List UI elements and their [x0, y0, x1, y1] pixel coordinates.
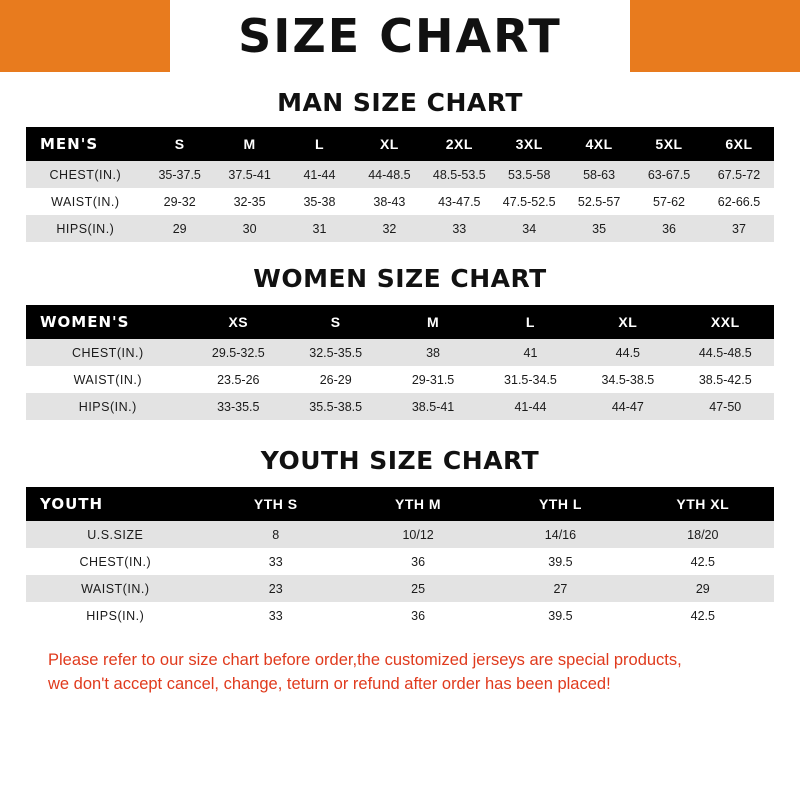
women-table-body — [26, 339, 774, 420]
cell: 35-38 — [285, 188, 355, 215]
youth-col-s: YTH S — [205, 487, 347, 521]
youth-ussize-label: U.S.SIZE — [26, 521, 205, 548]
table-row — [26, 575, 774, 602]
table-row — [26, 548, 774, 575]
cell: 33 — [424, 215, 494, 242]
men-col-m: M — [215, 127, 285, 161]
section-title-youth: YOUTH SIZE CHART — [260, 446, 540, 475]
cell: 42.5 — [632, 602, 774, 629]
women-col-m: M — [384, 305, 481, 339]
youth-chest-label: CHEST(IN.) — [26, 548, 205, 575]
women-col-s: S — [287, 305, 384, 339]
cell: 35 — [564, 215, 634, 242]
men-col-2xl: 2XL — [424, 127, 494, 161]
table-row — [26, 521, 774, 548]
cell: 41-44 — [285, 161, 355, 188]
header-title-plate — [170, 0, 630, 72]
women-chest-label: CHEST(IN.) — [26, 339, 190, 366]
table-row — [26, 602, 774, 629]
cell: 29.5-32.5 — [190, 339, 287, 366]
youth-waist-label: WAIST(IN.) — [26, 575, 205, 602]
cell: 47.5-52.5 — [494, 188, 564, 215]
men-col-l: L — [285, 127, 355, 161]
cell: 38.5-42.5 — [677, 366, 774, 393]
cell: 29 — [145, 215, 215, 242]
women-col-xl: XL — [579, 305, 676, 339]
cell: 52.5-57 — [564, 188, 634, 215]
table-header-row — [26, 487, 774, 521]
women-waist-label: WAIST(IN.) — [26, 366, 190, 393]
cell: 29-32 — [145, 188, 215, 215]
men-size-table — [26, 127, 774, 242]
women-col-xs: XS — [190, 305, 287, 339]
section-women — [26, 264, 774, 420]
policy-note-line-2: we don't accept cancel, change, teturn or refund after order has been placed! — [48, 674, 611, 693]
men-table-body — [26, 161, 774, 242]
men-col-5xl: 5XL — [634, 127, 704, 161]
header-banner — [0, 0, 800, 72]
cell: 8 — [205, 521, 347, 548]
cell: 44-48.5 — [354, 161, 424, 188]
cell: 67.5-72 — [704, 161, 774, 188]
table-row — [26, 215, 774, 242]
table-row — [26, 339, 774, 366]
cell: 41-44 — [482, 393, 579, 420]
youth-col-m: YTH M — [347, 487, 489, 521]
cell: 53.5-58 — [494, 161, 564, 188]
section-youth — [26, 446, 774, 629]
table-row — [26, 188, 774, 215]
cell: 44.5 — [579, 339, 676, 366]
cell: 44-47 — [579, 393, 676, 420]
cell: 23 — [205, 575, 347, 602]
women-row-header-label: WOMEN'S — [26, 305, 190, 339]
table-row — [26, 366, 774, 393]
cell: 29 — [632, 575, 774, 602]
men-chest-label: CHEST(IN.) — [26, 161, 145, 188]
cell: 41 — [482, 339, 579, 366]
cell: 38 — [384, 339, 481, 366]
cell: 33 — [205, 548, 347, 575]
cell: 34 — [494, 215, 564, 242]
cell: 31.5-34.5 — [482, 366, 579, 393]
cell: 32.5-35.5 — [287, 339, 384, 366]
cell: 27 — [489, 575, 631, 602]
youth-hips-label: HIPS(IN.) — [26, 602, 205, 629]
men-col-s: S — [145, 127, 215, 161]
cell: 39.5 — [489, 602, 631, 629]
men-row-header-label: MEN'S — [26, 127, 145, 161]
cell: 32 — [354, 215, 424, 242]
cell: 36 — [347, 602, 489, 629]
cell: 37 — [704, 215, 774, 242]
chart-content — [0, 88, 800, 697]
table-header-row — [26, 305, 774, 339]
cell: 26-29 — [287, 366, 384, 393]
cell: 33 — [205, 602, 347, 629]
men-col-3xl: 3XL — [494, 127, 564, 161]
men-hips-label: HIPS(IN.) — [26, 215, 145, 242]
policy-note — [26, 649, 774, 697]
cell: 38.5-41 — [384, 393, 481, 420]
cell: 43-47.5 — [424, 188, 494, 215]
youth-col-xl: YTH XL — [632, 487, 774, 521]
cell: 30 — [215, 215, 285, 242]
cell: 36 — [347, 548, 489, 575]
cell: 42.5 — [632, 548, 774, 575]
cell: 63-67.5 — [634, 161, 704, 188]
section-men — [26, 88, 774, 242]
cell: 47-50 — [677, 393, 774, 420]
men-col-6xl: 6XL — [704, 127, 774, 161]
cell: 58-63 — [564, 161, 634, 188]
cell: 48.5-53.5 — [424, 161, 494, 188]
youth-col-l: YTH L — [489, 487, 631, 521]
cell: 35-37.5 — [145, 161, 215, 188]
women-col-l: L — [482, 305, 579, 339]
youth-table-head — [26, 487, 774, 521]
cell: 44.5-48.5 — [677, 339, 774, 366]
cell: 33-35.5 — [190, 393, 287, 420]
men-table-head — [26, 127, 774, 161]
cell: 14/16 — [489, 521, 631, 548]
women-table-head — [26, 305, 774, 339]
cell: 23.5-26 — [190, 366, 287, 393]
section-title-men: MAN SIZE CHART — [277, 88, 523, 117]
page-title: SIZE CHART — [238, 9, 562, 63]
cell: 32-35 — [215, 188, 285, 215]
table-row — [26, 161, 774, 188]
men-col-4xl: 4XL — [564, 127, 634, 161]
women-col-xxl: XXL — [677, 305, 774, 339]
cell: 31 — [285, 215, 355, 242]
table-header-row — [26, 127, 774, 161]
cell: 36 — [634, 215, 704, 242]
youth-size-table — [26, 487, 774, 629]
cell: 10/12 — [347, 521, 489, 548]
men-waist-label: WAIST(IN.) — [26, 188, 145, 215]
cell: 57-62 — [634, 188, 704, 215]
section-title-women: WOMEN SIZE CHART — [253, 264, 547, 293]
cell: 39.5 — [489, 548, 631, 575]
cell: 25 — [347, 575, 489, 602]
cell: 37.5-41 — [215, 161, 285, 188]
men-col-xl: XL — [354, 127, 424, 161]
youth-row-header-label: YOUTH — [26, 487, 205, 521]
cell: 38-43 — [354, 188, 424, 215]
cell: 34.5-38.5 — [579, 366, 676, 393]
policy-note-line-1: Please refer to our size chart before order,the customized jerseys are special products, — [48, 651, 682, 669]
table-row — [26, 393, 774, 420]
cell: 29-31.5 — [384, 366, 481, 393]
women-hips-label: HIPS(IN.) — [26, 393, 190, 420]
cell: 18/20 — [632, 521, 774, 548]
cell: 62-66.5 — [704, 188, 774, 215]
cell: 35.5-38.5 — [287, 393, 384, 420]
women-size-table — [26, 305, 774, 420]
youth-table-body — [26, 521, 774, 629]
